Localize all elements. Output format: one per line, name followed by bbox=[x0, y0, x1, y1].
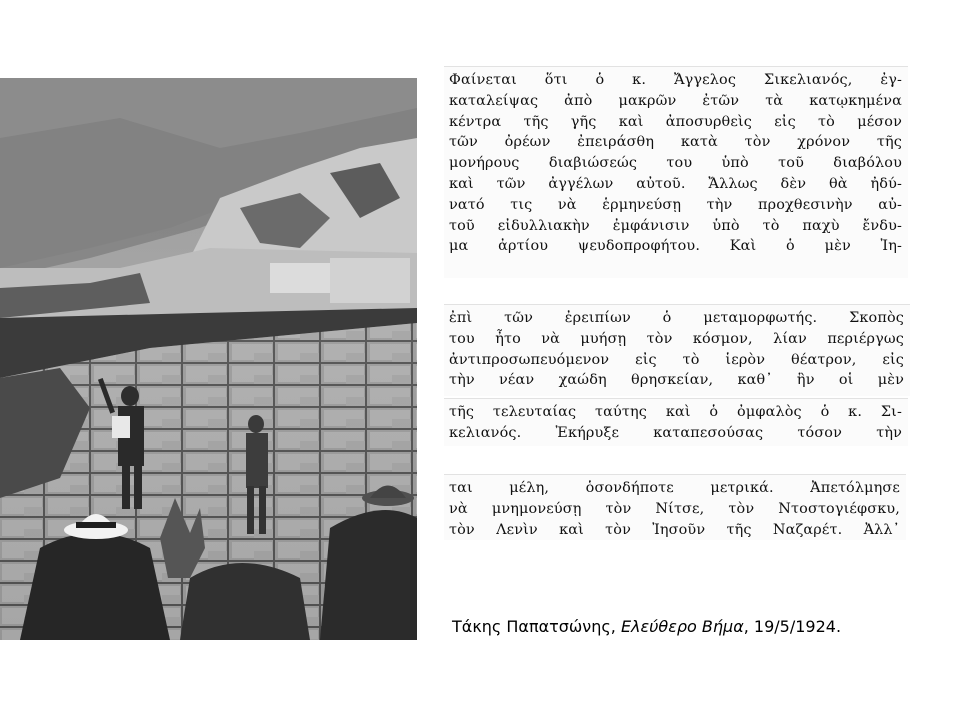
caption-date: , 19/5/1924. bbox=[743, 617, 842, 636]
clipping-line: τὸν Λενὶν καὶ τὸν Ἰησοῦν τῆς Ναζαρέτ. Ἀλλ᾽ bbox=[449, 521, 900, 538]
historical-photograph bbox=[0, 78, 417, 640]
clipping-line: τῆς τελευταίας ταύτης καὶ ὁ ὀμφαλὸς ὁ κ. Σι- bbox=[449, 404, 902, 420]
photograph-image bbox=[0, 78, 417, 640]
clipping-line: καὶ τῶν ἀγγέλων αὐτοῦ. Ἄλλως δὲν θὰ ἠδύ- bbox=[449, 175, 902, 192]
clipping-line: ἐπὶ τῶν ἐρειπίων ὁ μεταμορφωτής. Σκοπὸς bbox=[449, 310, 904, 326]
newspaper-clipping-3 bbox=[444, 398, 908, 446]
clipping-line: ἀντιπροσωπευόμενον εἰς τὸ ἱερὸν θέατρον, εἰς bbox=[449, 351, 904, 368]
clipping-line: ται μέλη, ὁσονδήποτε μετρικά. Ἀπετόλμησε bbox=[449, 480, 900, 496]
clipping-line: κέντρα τῆς γῆς καὶ ἀποσυρθεὶς εἰς τὸ μέσον bbox=[449, 113, 902, 130]
newspaper-clipping-1 bbox=[444, 66, 908, 278]
clipping-line: κελιανός. Ἐκήρυξε καταπεσούσας τόσον τὴν bbox=[449, 424, 902, 441]
clipping-line: τὴν νέαν χαώδη θρησκείαν, καθ᾽ ἣν οἱ μὲν bbox=[449, 372, 904, 389]
clipping-line: τῶν ὀρέων ἐπειράσθη κατὰ τὸν χρόνον τῆς bbox=[449, 134, 902, 151]
clipping-line: τοῦ εἰδυλλιακὴν ἐμφάνισιν ὑπὸ τὸ παχὺ ἔνδυ- bbox=[449, 217, 902, 234]
clipping-line: νατό τις νὰ ἑρμηνεύσῃ τὴν προχθεσινὴν αὐ- bbox=[449, 196, 902, 213]
newspaper-clipping-4 bbox=[444, 474, 906, 540]
clipping-line: μα ἀρτίου ψευδοπροφήτου. Καὶ ὁ μὲν Ἰη- bbox=[449, 238, 902, 255]
caption-author: Τάκης Παπατσώνης, bbox=[452, 617, 621, 636]
clipping-line: Φαίνεται ὅτι ὁ κ. Ἄγγελος Σικελιανός, ἐγ- bbox=[449, 72, 902, 88]
newspaper-clipping-2 bbox=[444, 304, 910, 396]
clipping-line: του ἦτο νὰ μυήσῃ τὸν κόσμον, λίαν περιέργως bbox=[449, 330, 904, 347]
clipping-line: νὰ μνημονεύσῃ τὸν Νίτσε, τὸν Ντοστογιέφσκυ, bbox=[449, 500, 900, 517]
clipping-line: καταλείψας ἀπὸ μακρῶν ἐτῶν τὰ κατῳκημένα bbox=[449, 92, 902, 109]
clipping-line: μονήρους διαβιώσεώς του ὑπὸ τοῦ διαβόλου bbox=[449, 155, 902, 172]
caption-publication: Ελεύθερο Βήμα bbox=[620, 617, 744, 636]
source-caption bbox=[452, 617, 841, 636]
